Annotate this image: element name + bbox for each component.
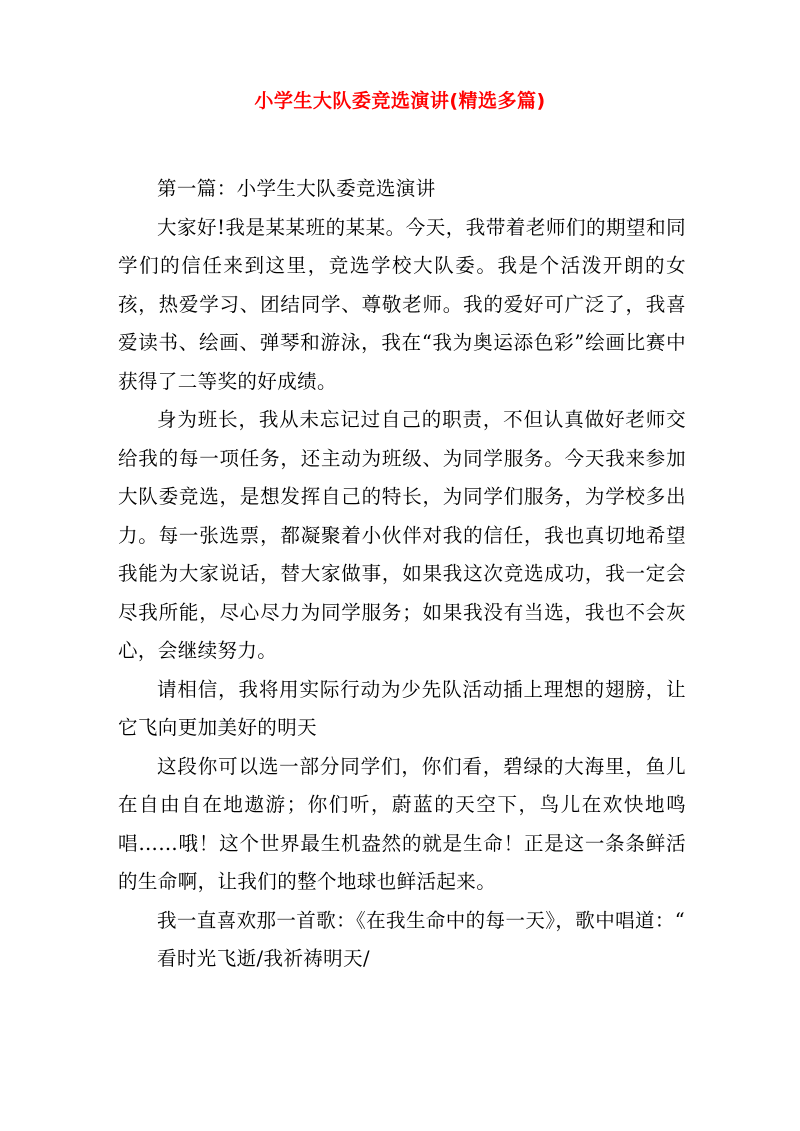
- paragraph: 这段你可以选一部分同学们，你们看，碧绿的大海里，鱼儿在自由自在地遨游；你们听，蔚蓝的天空下，鸟儿在欢快地鸣唱……哦！这个世界最生机盎然的就是生命！正是这一条条鲜活的生命啊，让我们的整个地球也鲜活起来。: [118, 754, 686, 893]
- section-heading: 第一篇：小学生大队委竞选演讲: [157, 177, 436, 200]
- paragraph: 看时光飞逝/我祈祷明天/: [157, 947, 370, 970]
- document-body: [118, 170, 686, 979]
- document-title: 小学生大队委竞选演讲(精选多篇): [254, 90, 546, 112]
- paragraph: 身为班长，我从未忘记过自己的职责，不但认真做好老师交给我的每一项任务，还主动为班级、为同学服务。今天我来参加大队委竞选，是想发挥自己的特长，为同学们服务，为学校多出力。每一张选票，都凝聚着小伙伴对我的信任，我也真切地希望我能为大家说话，替大家做事，如果我这次竞选成功，我一定会尽我所能，尽心尽力为同学服务；如果我没有当选，我也不会灰心，会继续努力。: [118, 408, 686, 662]
- paragraph: 请相信，我将用实际行动为少先队活动插上理想的翅膀，让它飞向更加美好的明天: [118, 677, 686, 739]
- paragraph: 我一直喜欢那一首歌：《在我生命中的每一天》，歌中唱道：“: [157, 908, 686, 932]
- paragraph: 大家好!我是某某班的某某。今天，我带着老师们的期望和同学们的信任来到这里，竞选学校大队委。我是个活泼开朗的女孩，热爱学习、团结同学、尊敬老师。我的爱好可广泛了，我喜爱读书、绘画、弹琴和游泳，我在“我为奥运添色彩”绘画比赛中获得了二等奖的好成绩。: [118, 215, 686, 393]
